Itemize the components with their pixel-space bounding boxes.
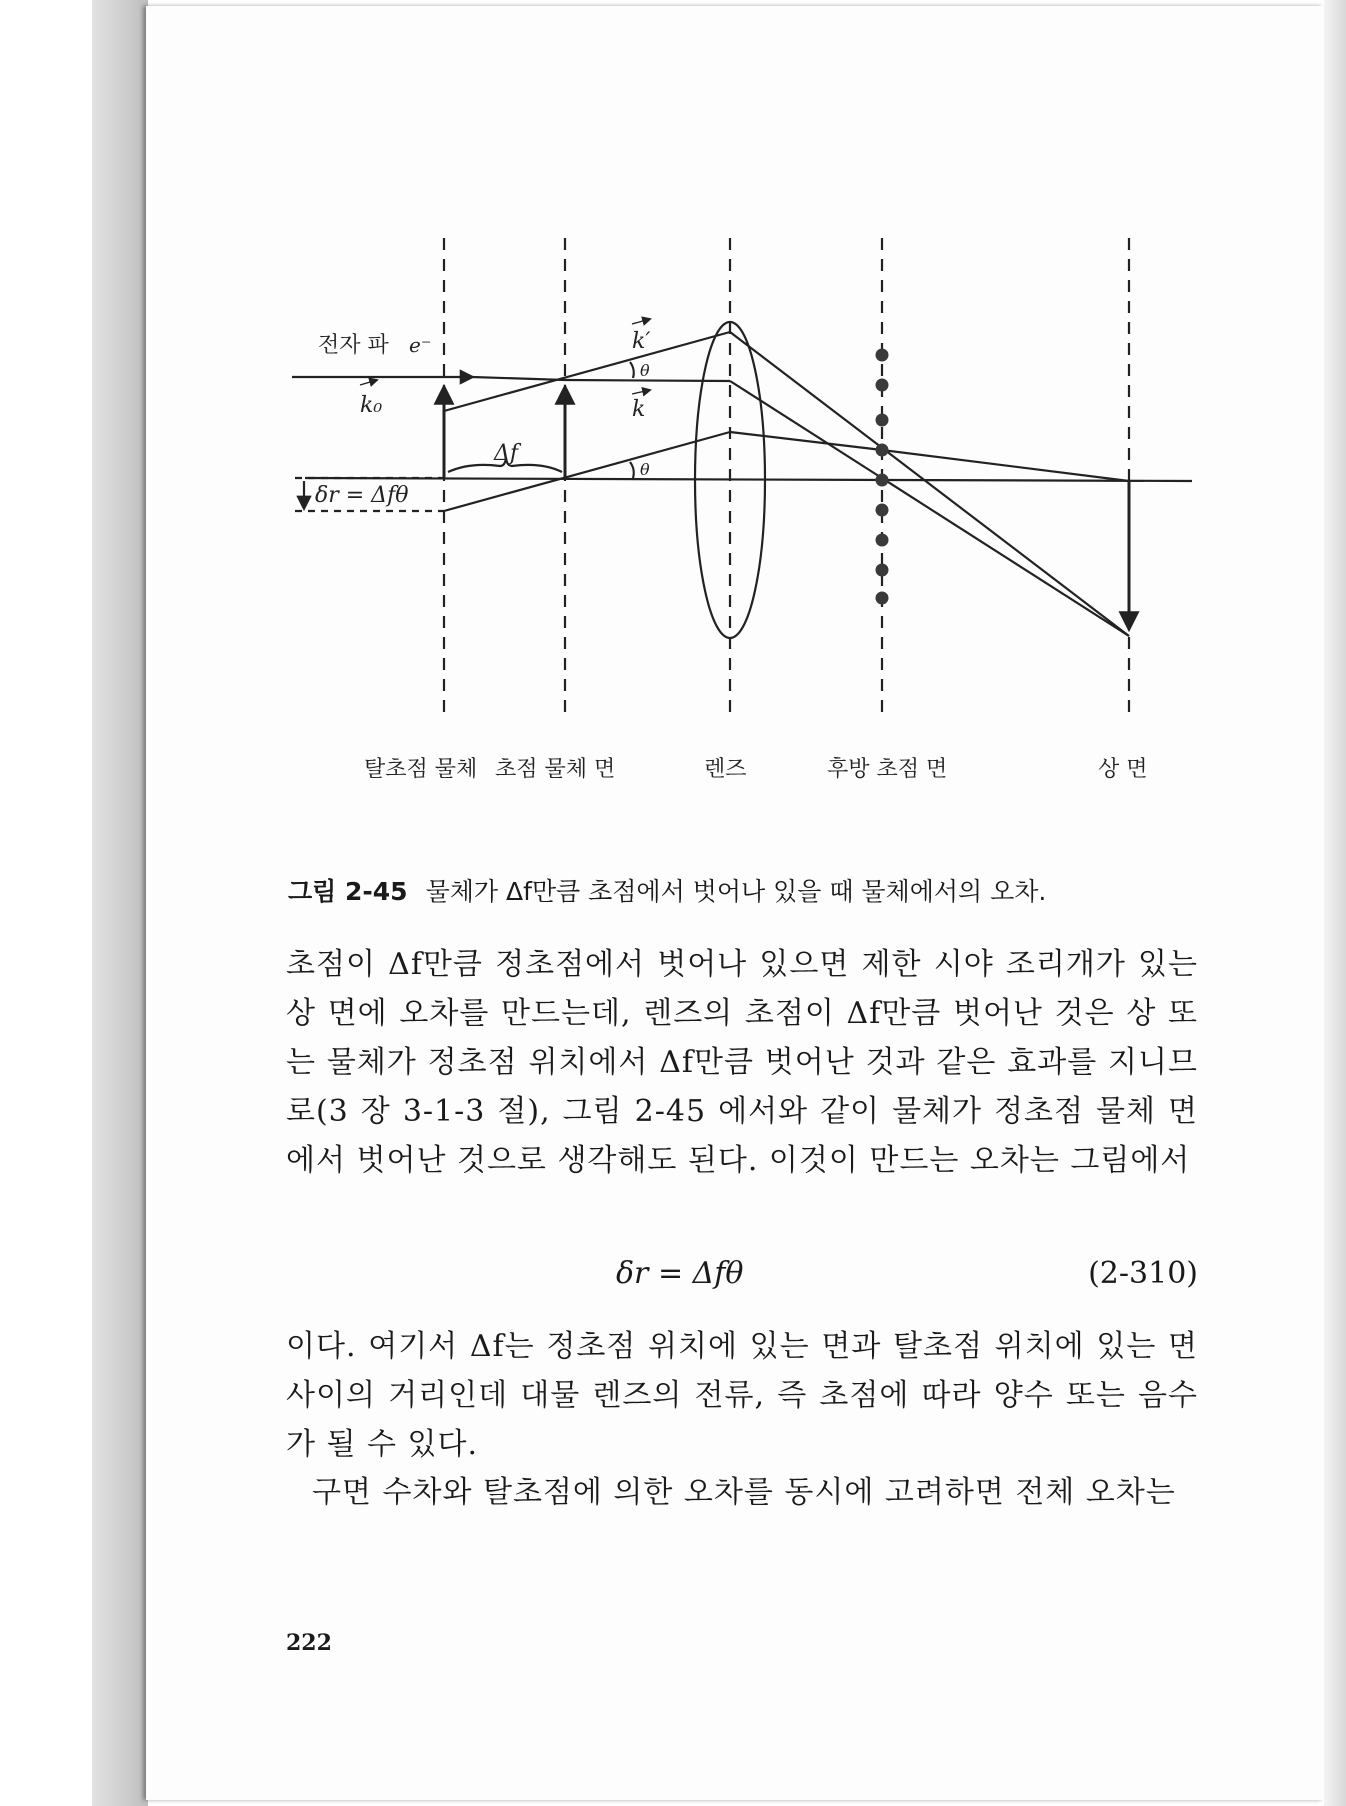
paragraph-2: [286, 1322, 1198, 1469]
k-vector-bar: [632, 390, 650, 394]
bfp-dot: [876, 564, 889, 577]
bfp-dots: [876, 349, 889, 605]
delta-r-label: δr = Δfθ: [315, 483, 409, 508]
ray-defocus-upper: [444, 332, 730, 411]
k0-vector-bar: [360, 380, 377, 385]
paragraph-3: [286, 1468, 1198, 1517]
k-prime-label: k′: [632, 329, 651, 354]
ray-kprime-to-image: [730, 332, 1129, 636]
incident-wave-ray-cont: [472, 377, 565, 380]
k0-label: k₀: [360, 393, 383, 418]
electron-wave-label: 전자 파: [318, 333, 389, 358]
ray-k-axis-upper: [565, 380, 730, 381]
kprime-vector-bar: [632, 319, 650, 324]
bfp-dot: [876, 592, 889, 605]
bfp-dot: [876, 474, 889, 487]
bfp-dot: [876, 534, 889, 547]
plane-label-back-focal: 후방 초점 면: [827, 757, 948, 782]
ray-lower-to-bfp: [730, 432, 882, 450]
electron-symbol: e⁻: [409, 333, 432, 357]
theta-arc-upper: [630, 362, 634, 378]
bfp-dot: [876, 379, 889, 392]
theta-upper-label: θ: [640, 361, 650, 380]
theta-arc-lower: [630, 462, 634, 478]
plane-label-defocus-object: 탈초점 물체: [364, 757, 478, 782]
bfp-dot: [876, 349, 889, 362]
paragraph-1: [286, 940, 1198, 1185]
plane-label-image: 상 면: [1098, 757, 1148, 782]
bfp-dot: [876, 414, 889, 427]
ray-defocus-lower: [444, 432, 730, 511]
equation-expression: δr = Δfθ: [616, 1256, 744, 1291]
bfp-dot: [876, 504, 889, 517]
figure-caption: [288, 872, 1046, 908]
optics-diagram: [0, 0, 1346, 800]
equation-number: (2-310): [1088, 1256, 1198, 1291]
ray-k-to-image: [730, 381, 1129, 636]
caption-text: 물체가 Δf만큼 초점에서 벗어나 있을 때 물체에서의 오차.: [425, 877, 1047, 906]
paragraph-2-text: 이다. 여기서 Δf는 정초점 위치에 있는 면과 탈초점 위치에 있는 면 사이의 거리인데 대물 렌즈의 전류, 즉 초점에 따라 양수 또는 음수가 될 수 있다.: [286, 1329, 1198, 1462]
paragraph-1-text: 초점이 Δf만큼 정초점에서 벗어나 있으면 제한 시야 조리개가 있는 상 면에 오차를 만드는데, 렌즈의 초점이 Δf만큼 벗어난 것은 상 또는 물체가 정초점 위치에서 Δf만큼 벗어난 것과 같은 효과를 지니므로(3 장 3-1-3 절), 그림 2-45 에서와 같이 물체가 정초점 물체 면에서 벗어난 것으로 생각해도 된다. 이것이 만드는 오차는 그림에서: [286, 947, 1198, 1178]
theta-lower-label: θ: [640, 460, 650, 479]
figure-number: 그림 2-45: [288, 877, 408, 906]
bfp-dot: [876, 444, 889, 457]
plane-label-focus-object: 초점 물체 면: [495, 757, 616, 782]
paragraph-3-text: 구면 수차와 탈초점에 의한 오차를 동시에 고려하면 전체 오차는: [312, 1475, 1176, 1510]
k-label: k: [632, 397, 646, 422]
equation-block: [286, 1256, 1198, 1300]
plane-label-lens: 렌즈: [704, 757, 747, 782]
delta-f-label: Δf: [494, 441, 519, 466]
page-number: 222: [286, 1630, 332, 1656]
